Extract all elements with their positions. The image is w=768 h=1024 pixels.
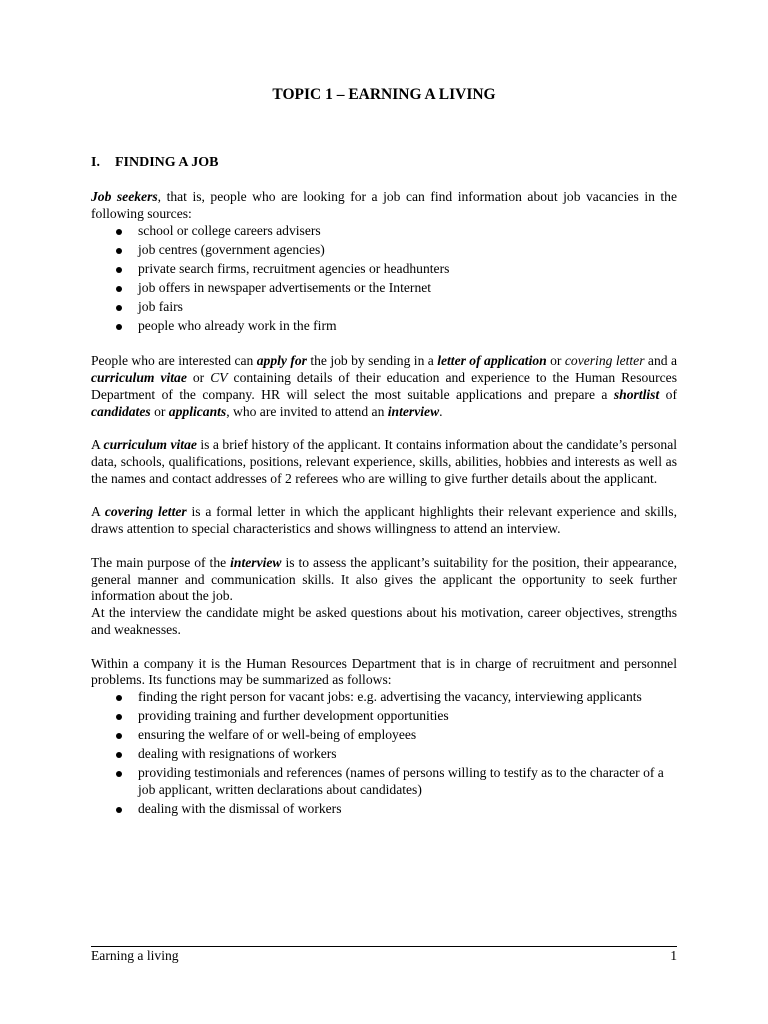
bullet-icon <box>116 695 122 701</box>
paragraph-hr: Within a company it is the Human Resources Department that is in charge of recruitment and personnel problems. Its functions may be summarized as follows: <box>91 655 677 688</box>
bullet-icon <box>116 324 122 330</box>
term-cv: CV <box>210 370 228 386</box>
bullet-icon <box>116 305 122 311</box>
bullet-icon <box>116 248 122 254</box>
bullet-icon <box>116 286 122 292</box>
list-item: dealing with the dismissal of workers <box>91 801 677 818</box>
functions-list <box>91 689 677 818</box>
body-text <box>91 189 677 820</box>
list-item: job fairs <box>91 299 677 316</box>
list-item: providing training and further development opportunities <box>91 708 677 725</box>
bullet-icon <box>116 267 122 273</box>
term-letter-of-application: letter of application <box>437 353 547 369</box>
list-item: providing testimonials and references (names of persons willing to testify as to the character of a job applicant, written declarations about candidates) <box>91 765 677 799</box>
paragraph-interview: The main purpose of the interview is to assess the applicant’s suitability for the position, their appearance, general manner and communication skills. It also gives the applicant the opportunity to seek further information about the job. <box>91 554 677 604</box>
paragraph-apply: People who are interested can apply for the job by sending in a letter of application or covering letter and a curriculum vitae or CV containing details of their education and experience to the Human Resources Department of the company. HR will select the most suitable applications and prepare a shortlist of candidates or applicants, who are invited to attend an interview. <box>91 353 677 419</box>
section-heading <box>91 155 218 171</box>
term-job-seekers: Job seekers <box>91 189 158 204</box>
term-applicants: applicants <box>168 403 227 419</box>
list-item: finding the right person for vacant jobs: e.g. advertising the vacancy, interviewing applicants <box>91 689 677 706</box>
term-covering-letter: covering letter <box>104 504 187 520</box>
footer-divider <box>91 946 677 947</box>
paragraph-job-seekers: Job seekers, that is, people who are looking for a job can find information about job vacancies in the following sources: <box>91 189 678 221</box>
bullet-icon <box>116 807 122 813</box>
list-item: dealing with resignations of workers <box>91 746 677 763</box>
term-shortlist: shortlist <box>613 386 660 402</box>
section-number: I. <box>91 155 100 170</box>
term-curriculum-vitae: curriculum vitae <box>91 370 187 386</box>
paragraph-covering-letter: A covering letter is a formal letter in which the applicant highlights their relevant experience and skills, draws attention to special characteristics and shows willingness to attend an interview. <box>91 504 677 537</box>
section-title: FINDING A JOB <box>115 155 219 170</box>
paragraph-curriculum-vitae: A curriculum vitae is a brief history of the applicant. It contains information about the candidate’s personal data, schools, qualifications, positions, relevant experience, skills, abilities, hobbies and interests as well as the names and contact addresses of 2 referees who are willing to give further details about the applicant. <box>91 437 677 486</box>
bullet-icon <box>116 752 122 758</box>
page-number: 1 <box>670 948 677 963</box>
page-title: TOPIC 1 – EARNING A LIVING <box>272 86 496 103</box>
term-candidates: candidates <box>91 403 151 419</box>
list-item: school or college careers advisers <box>91 223 677 240</box>
list-item: people who already work in the firm <box>91 318 677 335</box>
list-item: job offers in newspaper advertisements or the Internet <box>91 280 677 297</box>
term-apply-for: apply for <box>256 353 307 369</box>
bullet-icon <box>116 771 122 777</box>
bullet-icon <box>116 714 122 720</box>
bullet-icon <box>116 733 122 739</box>
list-item: job centres (government agencies) <box>91 242 677 259</box>
term-interview: interview <box>387 403 440 419</box>
term-covering-letter: covering letter <box>564 353 645 369</box>
paragraph-interview-questions: At the interview the candidate might be asked questions about his motivation, career objectives, strengths and weaknesses. <box>91 605 677 638</box>
bullet-icon <box>116 229 122 235</box>
list-item: ensuring the welfare of or well-being of employees <box>91 727 677 744</box>
term-curriculum-vitae: curriculum vitae <box>103 437 197 453</box>
term-interview: interview <box>230 554 282 570</box>
sources-list <box>91 223 677 335</box>
list-item: private search firms, recruitment agencies or headhunters <box>91 261 677 278</box>
footer-title: Earning a living <box>91 948 179 963</box>
